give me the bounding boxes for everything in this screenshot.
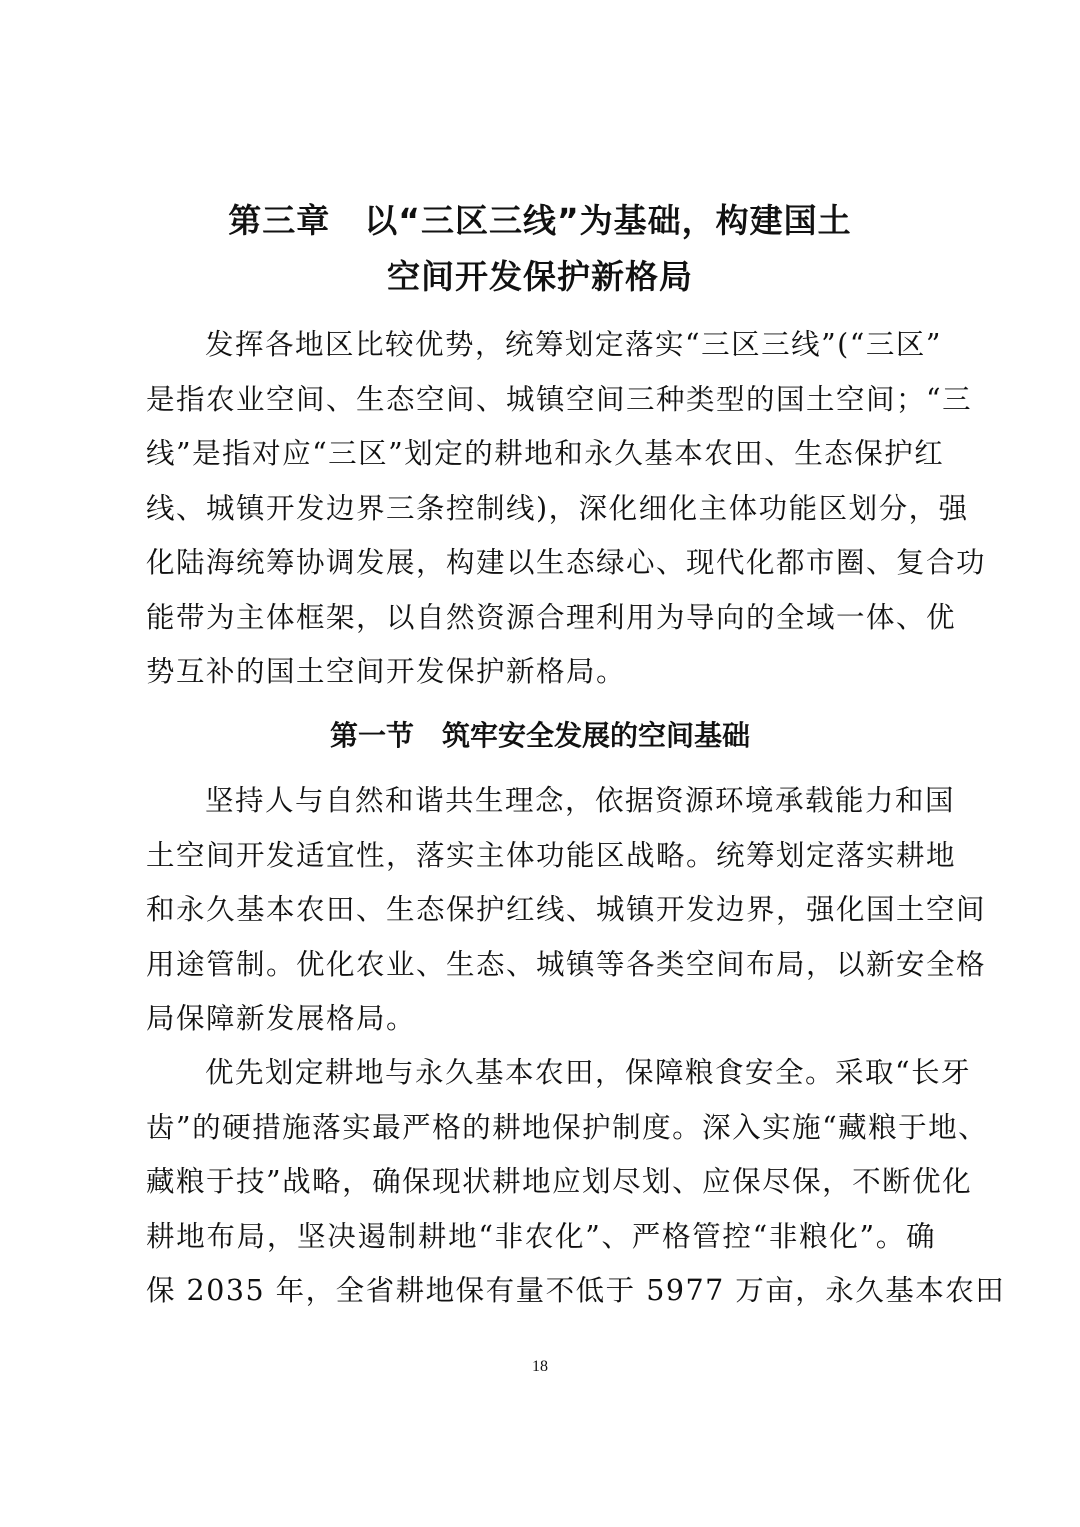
paragraph-line: 藏粮于技”战略，确保现状耕地应划尽划、应保尽保，不断优化 xyxy=(146,1165,973,1198)
chapter-title-line-1: 第三章 以“三区三线”为基础，构建国土 xyxy=(228,201,852,240)
paragraph-farmland-protection xyxy=(146,1046,1006,1319)
paragraph-line: 势互补的国土空间开发保护新格局。 xyxy=(146,655,627,688)
paragraph-line: 线”是指对应“三区”划定的耕地和永久基本农田、生态保护红 xyxy=(146,437,945,470)
paragraph-line: 耕地布局，坚决遏制耕地“非农化”、严格管控“非粮化”。确 xyxy=(146,1219,936,1253)
paragraph-line: 能带为主体框架，以自然资源合理利用为导向的全域一体、优 xyxy=(146,600,957,634)
paragraph-line: 发挥各地区比较优势，统筹划定落实“三区三线”(“三区” xyxy=(205,328,942,361)
paragraph-line: 优先划定耕地与永久基本农田，保障粮食安全。采取“长牙 xyxy=(205,1056,972,1089)
paragraph-line: 化陆海统筹协调发展，构建以生态绿心、现代化都市圈、复合功 xyxy=(146,546,987,579)
paragraph-line: 和永久基本农田、生态保护红线、城镇开发边界，强化国土空间 xyxy=(146,893,987,926)
paragraph-line: 局保障新发展格局。 xyxy=(146,1002,417,1035)
section-title: 第一节 筑牢安全发展的空间基础 xyxy=(329,719,750,752)
paragraph-line: 土空间开发适宜性，落实主体功能区战略。统筹划定落实耕地 xyxy=(146,838,957,872)
paragraph-line: 是指农业空间、生态空间、城镇空间三种类型的国土空间；“三 xyxy=(146,382,973,416)
chapter-title-line-2: 空间开发保护新格局 xyxy=(387,257,693,296)
paragraph-line: 用途管制。优化农业、生态、城镇等各类空间布局，以新安全格 xyxy=(146,947,987,981)
intro-paragraph xyxy=(146,318,987,700)
page-number: 18 xyxy=(532,1358,548,1375)
paragraph-line: 坚持人与自然和谐共生理念，依据资源环境承载能力和国 xyxy=(205,784,956,817)
paragraph-spatial-foundation xyxy=(146,774,987,1047)
paragraph-line: 齿”的硬措施落实最严格的耕地保护制度。深入实施“藏粮于地、 xyxy=(146,1110,989,1144)
paragraph-line: 保 2035 年，全省耕地保有量不低于 5977 万亩，永久基本农田 xyxy=(146,1274,1006,1307)
paragraph-line: 线、城镇开发边界三条控制线)，深化细化主体功能区划分，强 xyxy=(146,491,969,525)
